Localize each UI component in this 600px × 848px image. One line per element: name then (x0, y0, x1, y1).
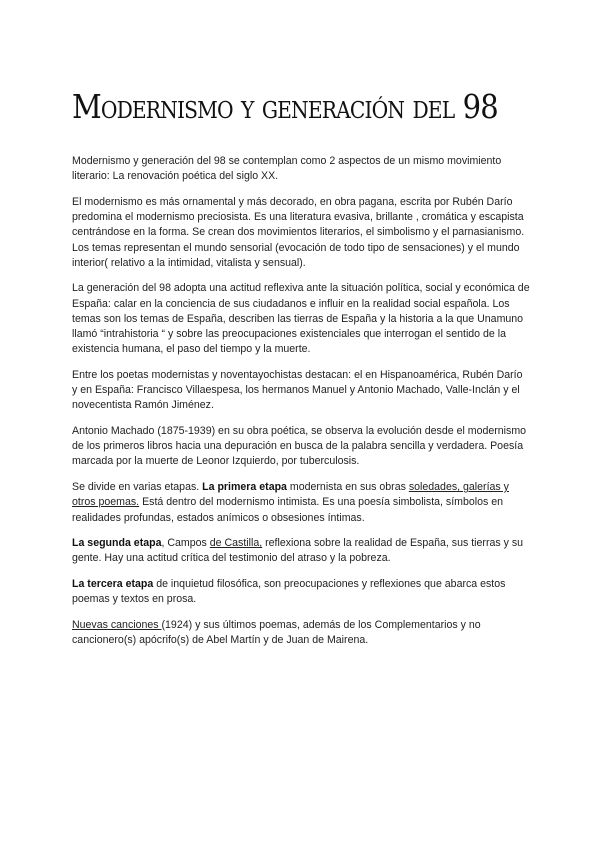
text-span: reflexiona sobre la realidad de España, sus tierras y su gente. Hay una actitud crítica del testimonio del atraso y la pobreza. (72, 537, 524, 565)
paragraph-antonio-machado: Antonio Machado (1875-1939) en su obra poética, se observa la evolución desde el modernismo de los primeros libros hacia una depuración en busca de la palabra sencilla y verdadera. Poesía marcada por la muerte de Leonor Izquierdo, por tuberculosis. (72, 425, 527, 468)
paragraph-intro: Modernismo y generación del 98 se contemplan como 2 aspectos de un mismo movimiento literario: La renovación poética del siglo XX. (72, 155, 502, 183)
document-body (72, 154, 530, 659)
underlined-work-title: soledades, galerías y otros poemas. (72, 481, 509, 509)
text-span: (1924) y sus últimos poemas, además de los Complementarios y no cancionero(s) apócrifo(s) de Abel Martín y de Juan de Mairena. (72, 619, 481, 647)
bold-tercera-etapa: La tercera etapa (72, 578, 154, 591)
paragraph-generacion-98: La generación del 98 adopta una actitud reflexiva ante la situación política, social y económica de España: calar en la conciencia de sus ciudadanos e influir en la realidad social española. Los temas son los temas de España, describen las tierras de España y la historia a la que Unamuno llamó “intrahistoria “ y sobre las preocupaciones existenciales que interrogan el sentido de la existencia humana, el paso del tiempo y la muerte. (72, 282, 530, 356)
paragraph-primera-etapa (72, 480, 530, 526)
text-span: modernista en sus obras (286, 481, 409, 494)
bold-primera-etapa: La primera etapa (202, 481, 287, 494)
paragraph-poetas: Entre los poetas modernistas y noventayochistas destacan: el en Hispanoamérica, Rubén Darío y en España: Francisco Villaespesa, los hermanos Manuel y Antonio Machado, Valle-Inclán y el novecentista Ramón Jiménez. (72, 368, 523, 412)
text-span: Se divide en varias etapas. (72, 481, 203, 494)
underlined-work-title: de Castilla, (209, 537, 263, 550)
paragraph-nuevas-canciones (72, 618, 530, 648)
paragraph-tercera-etapa (72, 577, 530, 607)
underlined-work-title: Nuevas canciones (72, 619, 162, 632)
page-title: Modernismo y generación del 98 (72, 87, 498, 126)
bold-segunda-etapa: La segunda etapa (72, 537, 162, 550)
paragraph-modernismo: El modernismo es más ornamental y más decorado, en obra pagana, escrita por Rubén Darío predomina el modernismo preciosista. Es una literatura evasiva, brillante , cromática y escapista centrándose en la forma. Se crean dos movimientos literarios, el simbolismo y el parnasianismo. Los temas representan el mundo sensorial (evocación de todo tipo de sensaciones) y el mundo interior( relativo a la intimidad, vitalista y sensual). (72, 195, 525, 269)
text-span: , Campos (161, 537, 210, 550)
paragraph-segunda-etapa (72, 536, 530, 566)
text-span: de inquietud filosófica, son preocupaciones y reflexiones que abarca estos poemas y textos en prosa. (72, 578, 506, 606)
text-span: Está dentro del modernismo intimista. Es una poesía simbolista, símbolos en realidades profundas, estados anímicos o obsesiones íntimas. (72, 496, 504, 524)
